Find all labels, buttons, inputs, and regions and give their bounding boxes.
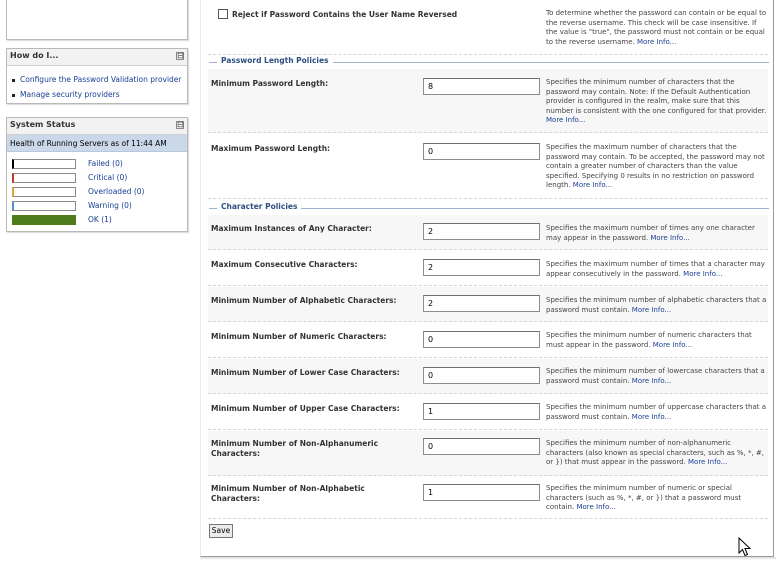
- more-info-link[interactable]: More Info...: [650, 233, 690, 242]
- more-info-link[interactable]: More Info...: [683, 269, 723, 278]
- field-row-max-length: [208, 135, 768, 199]
- description-text: Specifies the minimum number of lowercase characters that a password must contain.: [546, 367, 765, 385]
- more-info-link[interactable]: More Info...: [636, 37, 677, 46]
- section-character-policies: [209, 202, 769, 212]
- password-policy-form: [200, 0, 774, 557]
- field-description: [546, 260, 768, 279]
- section-title: Password Length Policies: [217, 56, 333, 65]
- more-info-link[interactable]: More Info...: [576, 503, 616, 511]
- min-uppercase-input[interactable]: 1: [423, 403, 540, 420]
- max-instances-input[interactable]: 2: [423, 223, 540, 240]
- field-label: Minimum Number of Numeric Characters:: [211, 332, 387, 341]
- section-password-length: [209, 56, 769, 66]
- bullet-icon: [12, 79, 15, 82]
- field-label: Minimum Password Length:: [211, 79, 329, 88]
- field-label: Minimum Number of Lower Case Characters:: [211, 368, 400, 377]
- description-text: Specifies the minimum number of uppercase characters that a password must contain.: [546, 403, 767, 421]
- status-bar: [12, 159, 76, 169]
- section-title: Character Policies: [217, 202, 301, 211]
- field-label: Maximum Consecutive Characters:: [211, 260, 358, 269]
- status-row-warning: [12, 201, 180, 212]
- more-info-link[interactable]: More Info...: [546, 116, 586, 124]
- field-label: Maximum Instances of Any Character:: [211, 224, 372, 233]
- system-status-title: System Status: [10, 120, 76, 129]
- more-info-link[interactable]: More Info...: [572, 181, 613, 189]
- status-bar: [12, 201, 76, 211]
- collapse-icon[interactable]: ⊟: [177, 120, 184, 129]
- field-row-min-lowercase: [208, 359, 768, 394]
- status-link-failed[interactable]: Failed (0): [88, 159, 123, 168]
- link-label[interactable]: Manage security providers: [20, 90, 120, 99]
- description-text: Specifies the minimum number of characters that the password may contain. Note: If the Default Authentication provider is configured in the realm, make sure that this number is consistent with the one configured for that provider.: [546, 78, 767, 115]
- more-info-link[interactable]: More Info...: [631, 305, 672, 314]
- link-label[interactable]: Configure the Password Validation provider: [20, 75, 182, 84]
- field-label: Minimum Number of Upper Case Characters:: [211, 404, 400, 413]
- field-description: [546, 439, 768, 468]
- description-text: Specifies the minimum number of alphabetic characters that a password must contain.: [546, 296, 767, 314]
- save-button[interactable]: Save: [209, 524, 233, 538]
- link-configure-password-validation[interactable]: [12, 72, 187, 87]
- field-description: [546, 367, 768, 386]
- description-text: Specifies the minimum number of numeric characters that must appear in the password.: [546, 331, 752, 349]
- more-info-link[interactable]: More Info...: [631, 376, 672, 385]
- field-row-max-consecutive: [208, 251, 768, 286]
- min-nonalphanumeric-input[interactable]: 0: [423, 438, 540, 455]
- field-label: Minimum Number of Non-Alphanumeric Characters:: [211, 439, 379, 458]
- field-row-max-instances: [208, 215, 768, 250]
- description-text: Specifies the maximum number of times that a character may appear consecutively in the password.: [546, 260, 765, 278]
- collapse-icon[interactable]: ⊟: [177, 51, 184, 60]
- status-row-ok: [12, 215, 180, 226]
- field-row-min-length: [208, 69, 768, 133]
- status-row-failed: [12, 159, 180, 170]
- status-bar: [12, 215, 76, 225]
- field-description: [546, 403, 768, 422]
- field-description: [546, 484, 768, 513]
- mouse-cursor-icon: [738, 537, 752, 557]
- field-row-min-numeric: [208, 323, 768, 358]
- how-do-i-header: [7, 49, 187, 66]
- field-label: Minimum Number of Alphabetic Characters:: [211, 296, 397, 305]
- status-link-ok[interactable]: OK (1): [88, 215, 112, 224]
- status-link-overloaded[interactable]: Overloaded (0): [88, 187, 145, 196]
- description-text: To determine whether the password can contain or be equal to the reverse username. This check will be case insensitive. If the value is "true", the password must not contain or be equal to the reverse username.: [546, 9, 767, 46]
- field-row-min-alphabetic: [208, 287, 768, 322]
- field-row-min-nonalphanumeric: [208, 431, 768, 476]
- field-description: [546, 224, 768, 243]
- min-alphabetic-input[interactable]: 2: [423, 295, 540, 312]
- how-do-i-title: How do I...: [10, 51, 59, 60]
- min-nonalphabetic-input[interactable]: 1: [423, 484, 540, 501]
- status-bar: [12, 173, 76, 183]
- more-info-link[interactable]: More Info...: [631, 412, 672, 421]
- more-info-link[interactable]: More Info...: [652, 340, 693, 349]
- sidebar-top-panel: [6, 0, 188, 40]
- description-text: Specifies the minimum number of numeric or special characters (such as %, *, #, or }) that a password must contain.: [546, 484, 742, 511]
- bullet-icon: [12, 94, 15, 97]
- system-status-panel: [6, 117, 188, 232]
- min-length-input[interactable]: 8: [423, 78, 540, 95]
- link-manage-security-providers[interactable]: [12, 87, 187, 102]
- content-bottom-shadow: [200, 557, 776, 560]
- status-bar: [12, 187, 76, 197]
- description-text: Specifies the maximum number of times any one character may appear in the password.: [546, 224, 755, 242]
- status-row-critical: [12, 173, 180, 184]
- field-row-min-uppercase: [208, 395, 768, 430]
- status-row-overloaded: [12, 187, 180, 198]
- description-text: Specifies the minimum number of non-alphanumeric characters (also known as special characters, such as %, *, #, or }) that must appear in the password.: [546, 439, 764, 466]
- field-description: [546, 296, 768, 315]
- field-description: [546, 331, 768, 350]
- min-lowercase-input[interactable]: 0: [423, 367, 540, 384]
- system-status-header: [7, 118, 187, 135]
- max-length-input[interactable]: 0: [423, 143, 540, 160]
- field-description: [546, 78, 768, 126]
- field-row-min-nonalphabetic: [208, 477, 768, 519]
- reverse-username-description: [546, 9, 768, 47]
- status-link-critical[interactable]: Critical (0): [88, 173, 128, 182]
- reverse-username-label: Reject if Password Contains the User Name Reversed: [232, 10, 458, 19]
- more-info-link[interactable]: More Info...: [688, 458, 728, 466]
- max-consecutive-input[interactable]: 2: [423, 259, 540, 276]
- field-label: Maximum Password Length:: [211, 144, 331, 153]
- field-label: Minimum Number of Non-Alphabetic Characters:: [211, 484, 365, 503]
- reverse-username-checkbox[interactable]: [218, 9, 228, 19]
- health-summary: Health of Running Servers as of 11:44 AM: [7, 135, 187, 152]
- field-description: [546, 143, 768, 191]
- reverse-username-row: [208, 0, 768, 55]
- min-numeric-input[interactable]: 0: [423, 331, 540, 348]
- description-text: Specifies the maximum number of characters that the password may contain. To be accepted, the password may not contain a greater number of characters than the value specified. Specifying 0 results in no restriction on password length.: [546, 143, 765, 189]
- status-link-warning[interactable]: Warning (0): [88, 201, 132, 210]
- how-do-i-panel: [6, 48, 188, 104]
